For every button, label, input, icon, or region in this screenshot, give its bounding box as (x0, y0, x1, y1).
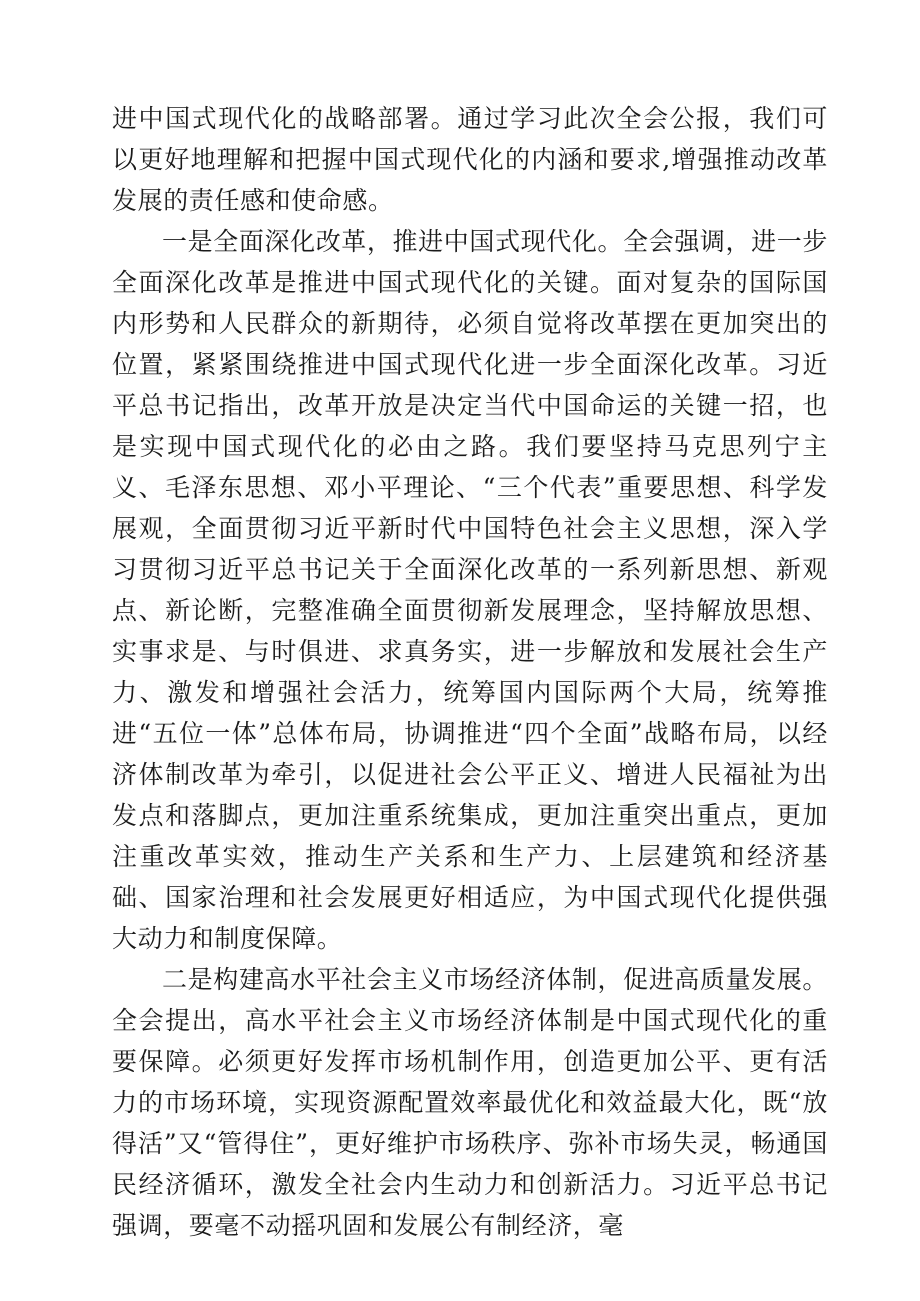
paragraph-point-one: 一是全面深化改革，推进中国式现代化。全会强调，进一步全面深化改革是推进中国式现代化的关键。面对复杂的国际国内形势和人民群众的新期待，必须自觉将改革摆在更加突出的位置，紧紧围绕推进中国式现代化进一步全面深化改革。习近平总书记指出，改革开放是决定当代中国命运的关键一招，也是实现中国式现代化的必由之路。我们要坚持马克思列宁主义、毛泽东思想、邓小平理论、“三个代表”重要思想、科学发展观，全面贯彻习近平新时代中国特色社会主义思想，深入学习贯彻习近平总书记关于全面深化改革的一系列新思想、新观点、新论断，完整准确全面贯彻新发展理念，坚持解放思想、实事求是、与时俱进、求真务实，进一步解放和发展社会生产力、激发和增强社会活力，统筹国内国际两个大局，统筹推进“五位一体”总体布局，协调推进“四个全面”战略布局，以经济体制改革为牵引，以促进社会公平正义、增进人民福祉为出发点和落脚点，更加注重系统集成，更加注重突出重点，更加注重改革实效，推动生产关系和生产力、上层建筑和经济基础、国家治理和社会发展更好相适应，为中国式现代化提供强大动力和制度保障。 (112, 227, 828, 953)
document-body (112, 98, 828, 1246)
paragraph-point-two: 二是构建高水平社会主义市场经济体制，促进高质量发展。全会提出，高水平社会主义市场经济体制是中国式现代化的重要保障。必须更好发挥市场机制作用，创造更加公平、更有活力的市场环境，实现资源配置效率最优化和效益最大化，既“放得活”又“管得住”，更好维护市场秩序、弥补市场失灵，畅通国民经济循环，激发全社会内生动力和创新活力。习近平总书记强调，要毫不动摇巩固和发展公有制经济，毫 (112, 965, 828, 1240)
paragraph-intro-continuation: 进中国式现代化的战略部署。通过学习此次全会公报，我们可以更好地理解和把握中国式现代化的内涵和要求,增强推动改革发展的责任感和使命感。 (112, 104, 828, 215)
